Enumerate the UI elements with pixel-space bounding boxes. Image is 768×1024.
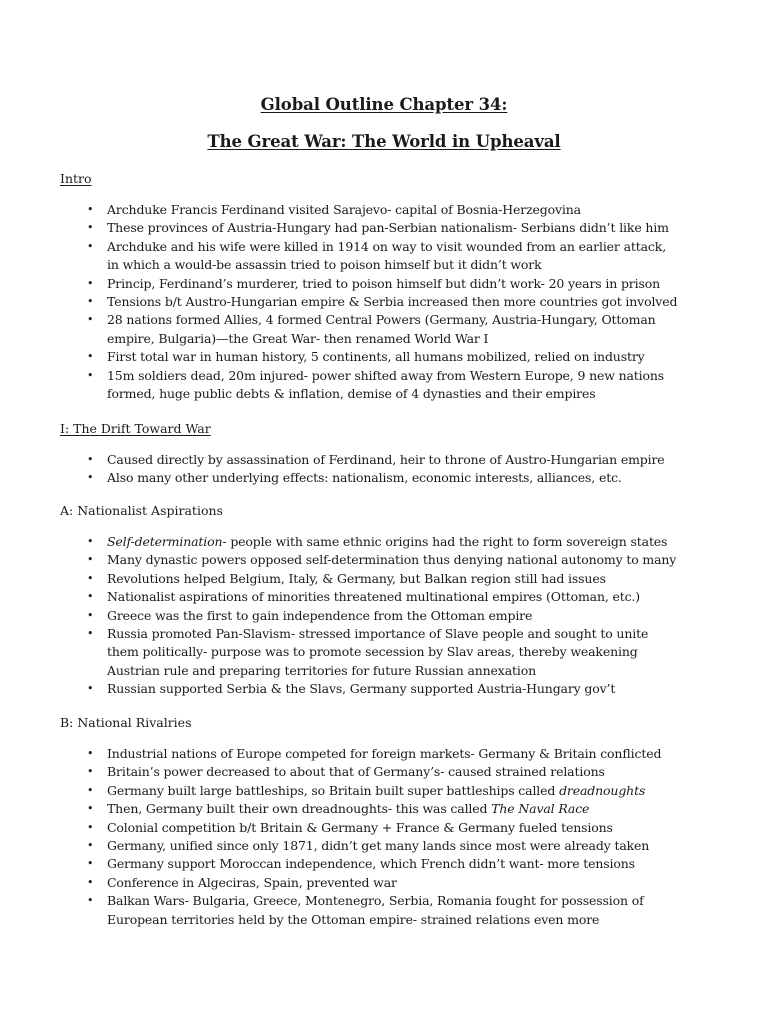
bullet-icon: • bbox=[87, 276, 94, 290]
bullet-icon: • bbox=[87, 239, 94, 253]
list-item bbox=[60, 275, 720, 293]
item-text-line: Archduke and his wife were killed in 1914 on way to visit wounded from an earlier attack, bbox=[107, 238, 667, 254]
list-item bbox=[60, 588, 720, 606]
bullet-icon: • bbox=[87, 682, 94, 696]
bullet-icon: • bbox=[87, 571, 94, 585]
bullet-icon: • bbox=[87, 203, 94, 216]
section-rivalries bbox=[60, 714, 720, 929]
item-text: Then, Germany built their own dreadnoughts- this was called bbox=[107, 801, 492, 817]
item-text-line: Nationalist aspirations of minorities threatened multinational empires (Ottoman, etc.) bbox=[107, 589, 641, 605]
bullet-icon: • bbox=[87, 553, 94, 567]
term-dreadnoughts: dreadnoughts bbox=[559, 782, 646, 798]
bullet-icon: • bbox=[87, 627, 94, 641]
list-item bbox=[60, 293, 720, 311]
list-item bbox=[60, 680, 720, 698]
nationalist-list-more bbox=[60, 551, 720, 698]
term-naval-race: The Naval Race bbox=[491, 801, 590, 817]
item-text-line: Greece was the first to gain independence from the Ottoman empire bbox=[107, 607, 533, 623]
list-item bbox=[60, 819, 720, 837]
item-text-line: empire, Bulgaria)—the Great War- then renamed World War I bbox=[107, 330, 489, 346]
section-nationalist bbox=[60, 502, 720, 699]
term-self-determination: Self-determination bbox=[107, 534, 223, 549]
bullet-icon: • bbox=[87, 295, 94, 309]
section-heading-intro: Intro bbox=[60, 171, 92, 186]
list-item bbox=[60, 469, 720, 487]
bullet-icon: • bbox=[87, 608, 94, 622]
section-heading-rivalries: B: National Rivalries bbox=[60, 715, 192, 730]
item-text-line: Austrian rule and preparing territories for future Russian annexation bbox=[107, 662, 537, 678]
list-item bbox=[60, 625, 720, 680]
item-text-line: Germany support Moroccan independence, which French didn’t want- more tensions bbox=[107, 856, 635, 872]
rivalries-list-a bbox=[60, 745, 720, 782]
bullet-icon: • bbox=[87, 765, 94, 779]
item-text-line: Colonial competition b/t Britain & Germany + France & Germany fueled tensions bbox=[107, 819, 613, 835]
section-intro bbox=[60, 170, 720, 403]
list-item bbox=[60, 855, 720, 873]
rivalries-list-b bbox=[60, 819, 720, 929]
item-text-line: Balkan Wars- Bulgaria, Greece, Montenegro, Serbia, Romania fought for possession of bbox=[107, 893, 644, 909]
bullet-icon: • bbox=[87, 313, 94, 327]
list-item bbox=[60, 201, 720, 219]
nationalist-list bbox=[60, 533, 720, 551]
list-item bbox=[60, 367, 720, 404]
item-text-line: First total war in human history, 5 continents, all humans mobilized, relied on industry bbox=[107, 349, 645, 365]
list-item bbox=[60, 763, 720, 781]
item-text-line: 15m soldiers dead, 20m injured- power shifted away from Western Europe, 9 new nations bbox=[107, 367, 665, 383]
bullet-icon: • bbox=[87, 894, 94, 908]
drift-list bbox=[60, 451, 720, 488]
item-text-line: Revolutions helped Belgium, Italy, & Germany, but Balkan region still had issues bbox=[107, 570, 606, 586]
item-text-line: Britain’s power decreased to about that of Germany’s- caused strained relations bbox=[107, 764, 605, 780]
list-item bbox=[60, 551, 720, 569]
section-heading-drift: I: The Drift Toward War bbox=[60, 421, 211, 436]
list-item bbox=[60, 745, 720, 763]
bullet-icon: • bbox=[87, 368, 94, 382]
item-text-line: Also many other underlying effects: nationalism, economic interests, alliances, etc. bbox=[107, 470, 622, 486]
item-text-line: Many dynastic powers opposed self-determination thus denying national autonomy to many bbox=[107, 552, 677, 568]
item-text-line: Conference in Algeciras, Spain, prevented war bbox=[107, 874, 397, 890]
item-text-line: Princip, Ferdinand’s murderer, tried to poison himself but didn’t work- 20 years in prison bbox=[107, 275, 661, 291]
item-text-line: Industrial nations of Europe competed for foreign markets- Germany & Britain conflicted bbox=[107, 746, 662, 761]
list-item bbox=[60, 782, 720, 800]
list-item bbox=[60, 219, 720, 237]
list-item bbox=[60, 892, 720, 929]
document-title: Global Outline Chapter 34: bbox=[260, 95, 508, 114]
list-item bbox=[60, 348, 720, 366]
list-item bbox=[60, 874, 720, 892]
bullet-icon: • bbox=[87, 839, 94, 853]
item-text-line: 28 nations formed Allies, 4 formed Central Powers (Germany, Austria-Hungary, Ottoman bbox=[107, 312, 656, 328]
section-drift bbox=[60, 420, 720, 488]
item-text-line: Caused directly by assassination of Ferdinand, heir to throne of Austro-Hungarian empire bbox=[107, 452, 665, 467]
document-subtitle: The Great War: The World in Upheaval bbox=[207, 132, 561, 151]
item-text-line: them politically- purpose was to promote secession by Slav areas, thereby weakening bbox=[107, 644, 638, 660]
bullet-icon: • bbox=[87, 820, 94, 834]
bullet-icon: • bbox=[87, 802, 94, 816]
item-text-line: These provinces of Austria-Hungary had pan-Serbian nationalism- Serbians didn’t like him bbox=[107, 220, 669, 236]
item-text-line: formed, huge public debts & inflation, demise of 4 dynasties and their empires bbox=[107, 386, 596, 402]
item-text-line: Russian supported Serbia & the Slavs, Germany supported Austria-Hungary gov’t bbox=[107, 681, 616, 697]
item-text-line: in which a would-be assassin tried to poison himself but it didn’t work bbox=[107, 257, 542, 273]
bullet-icon: • bbox=[87, 221, 94, 235]
bullet-icon: • bbox=[87, 783, 94, 797]
list-item bbox=[60, 311, 720, 348]
list-item bbox=[60, 451, 720, 469]
bullet-icon: • bbox=[87, 747, 94, 760]
list-item bbox=[60, 837, 720, 855]
bullet-icon: • bbox=[87, 453, 94, 466]
item-text: - people with same ethnic origins had the right to form sovereign states bbox=[222, 534, 668, 549]
rivalries-list-mid bbox=[60, 782, 720, 819]
item-text-line: Archduke Francis Ferdinand visited Sarajevo- capital of Bosnia-Herzegovina bbox=[107, 202, 581, 217]
list-item bbox=[60, 533, 720, 551]
bullet-icon: • bbox=[87, 350, 94, 364]
bullet-icon: • bbox=[87, 875, 94, 889]
list-item bbox=[60, 607, 720, 625]
bullet-icon: • bbox=[87, 535, 94, 548]
item-text-line: Tensions b/t Austro-Hungarian empire & Serbia increased then more countries got involved bbox=[107, 294, 678, 310]
section-heading-nationalist: A: Nationalist Aspirations bbox=[60, 503, 223, 518]
item-text: Germany built large battleships, so Britain built super battleships called bbox=[107, 782, 560, 798]
item-text-line: Russia promoted Pan-Slavism- stressed importance of Slave people and sought to unite bbox=[107, 626, 649, 642]
intro-list bbox=[60, 201, 720, 403]
list-item bbox=[60, 570, 720, 588]
bullet-icon: • bbox=[87, 857, 94, 871]
bullet-icon: • bbox=[87, 471, 94, 485]
item-text-line: European territories held by the Ottoman empire- strained relations even more bbox=[107, 911, 600, 927]
bullet-icon: • bbox=[87, 590, 94, 604]
item-text-line: Germany, unified since only 1871, didn’t get many lands since most were already taken bbox=[107, 838, 650, 854]
list-item bbox=[60, 800, 720, 818]
list-item bbox=[60, 238, 720, 275]
